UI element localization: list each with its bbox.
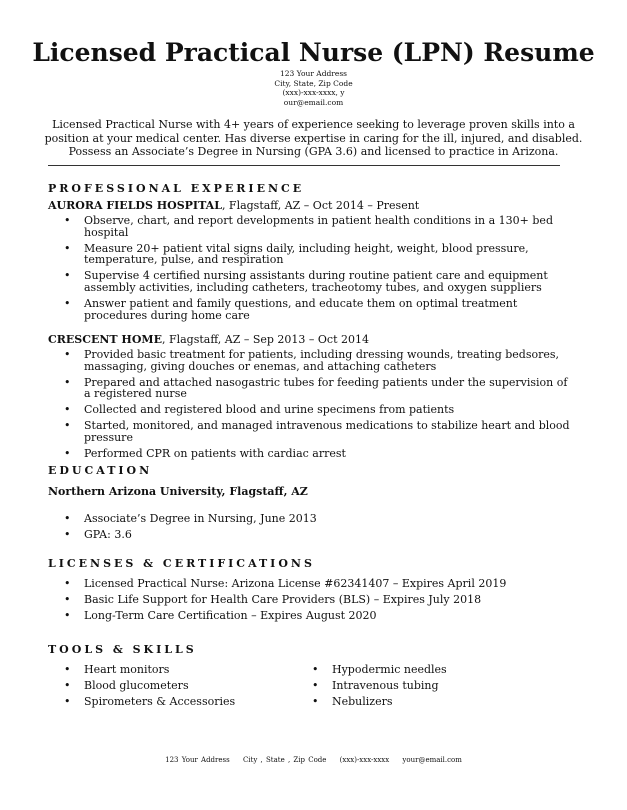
school-name: Northern Arizona University, Flagstaff, AZ <box>48 485 308 498</box>
footer-address: 123 Your Address <box>165 756 230 764</box>
list-item: • Provided basic treatment for patients, including dressing wounds, treating bedsores, massaging, giving douches or enemas, and attaching catheters <box>62 349 572 373</box>
footer-email: your@email.com <box>402 756 462 764</box>
list-item: • Intravenous tubing <box>310 680 627 692</box>
job-heading-aurora <box>48 199 419 212</box>
job-bullets-crescent <box>62 349 572 463</box>
section-heading-experience: PROFESSIONAL EXPERIENCE <box>48 182 305 195</box>
job-bullets-aurora <box>62 215 572 325</box>
job-details: , Flagstaff, AZ – Sep 2013 – Oct 2014 <box>161 333 370 346</box>
list-item: • Licensed Practical Nurse: Arizona License #62341407 – Expires April 2019 <box>62 578 572 590</box>
footer-city: City , State , Zip Code <box>242 756 327 764</box>
summary-paragraph: Licensed Practical Nurse with 4+ years of experience seeking to leverage proven skills into a position at your medical center. Has diverse expertise in caring for the ill, injured, and disabled. Possess an Associate’s Degree in Nursing (GPA 3.6) and licensed to practice in Arizona. <box>44 118 583 158</box>
divider <box>48 165 560 166</box>
footer-contact <box>0 756 627 764</box>
contact-address: 123 Your Address <box>279 69 348 78</box>
list-item: • Heart monitors <box>62 664 572 676</box>
list-item: • Started, monitored, and managed intravenous medications to stabilize heart and blood pressure <box>62 420 572 444</box>
license-bullets <box>62 578 572 625</box>
footer-phone: (xxx)-xxx-xxxx <box>339 756 390 764</box>
list-item: • Collected and registered blood and urine specimens from patients <box>62 404 572 416</box>
list-item: • Observe, chart, and report developments in patient health conditions in a 130+ bed hospital <box>62 215 572 239</box>
education-bullets <box>62 513 572 545</box>
contact-block <box>0 69 627 107</box>
list-item: • Blood glucometers <box>62 680 572 692</box>
education-school <box>48 485 308 498</box>
list-item: • Measure 20+ patient vital signs daily, including height, weight, blood pressure, temperature, pulse, and respiration <box>62 243 572 267</box>
list-item: • Basic Life Support for Health Care Providers (BLS) – Expires July 2018 <box>62 594 572 606</box>
page-title: Licensed Practical Nurse (LPN) Resume <box>32 38 595 67</box>
list-item: • Nebulizers <box>310 696 627 708</box>
list-item: • Associate’s Degree in Nursing, June 2013 <box>62 513 572 525</box>
section-heading-education: EDUCATION <box>48 464 153 477</box>
list-item: • Prepared and attached nasogastric tubes for feeding patients under the supervision of a registered nurse <box>62 377 572 401</box>
job-employer: CRESCENT HOME <box>48 333 162 346</box>
skills-right-column <box>310 664 627 711</box>
job-heading-crescent <box>48 333 369 346</box>
list-item: • Performed CPR on patients with cardiac arrest <box>62 448 572 460</box>
job-employer: AURORA FIELDS HOSPITAL <box>48 199 222 212</box>
contact-phone: (xxx)-xxx-xxxx, y <box>282 88 345 97</box>
list-item: • Spirometers & Accessories <box>62 696 572 708</box>
contact-city: City, State, Zip Code <box>274 78 353 88</box>
section-heading-licenses: LICENSES & CERTIFICATIONS <box>48 557 315 570</box>
list-item: • Hypodermic needles <box>310 664 627 676</box>
contact-email: our@email.com <box>283 97 344 107</box>
list-item: • Answer patient and family questions, and educate them on optimal treatment procedures during home care <box>62 298 572 322</box>
section-heading-skills: TOOLS & SKILLS <box>48 643 197 656</box>
list-item: • Supervise 4 certified nursing assistants during routine patient care and equipment assembly activities, including catheters, tracheotomy tubes, and oxygen suppliers <box>62 270 572 294</box>
list-item: • GPA: 3.6 <box>62 529 572 541</box>
job-details: , Flagstaff, AZ – Oct 2014 – Present <box>221 199 420 212</box>
list-item: • Long-Term Care Certification – Expires August 2020 <box>62 610 572 622</box>
